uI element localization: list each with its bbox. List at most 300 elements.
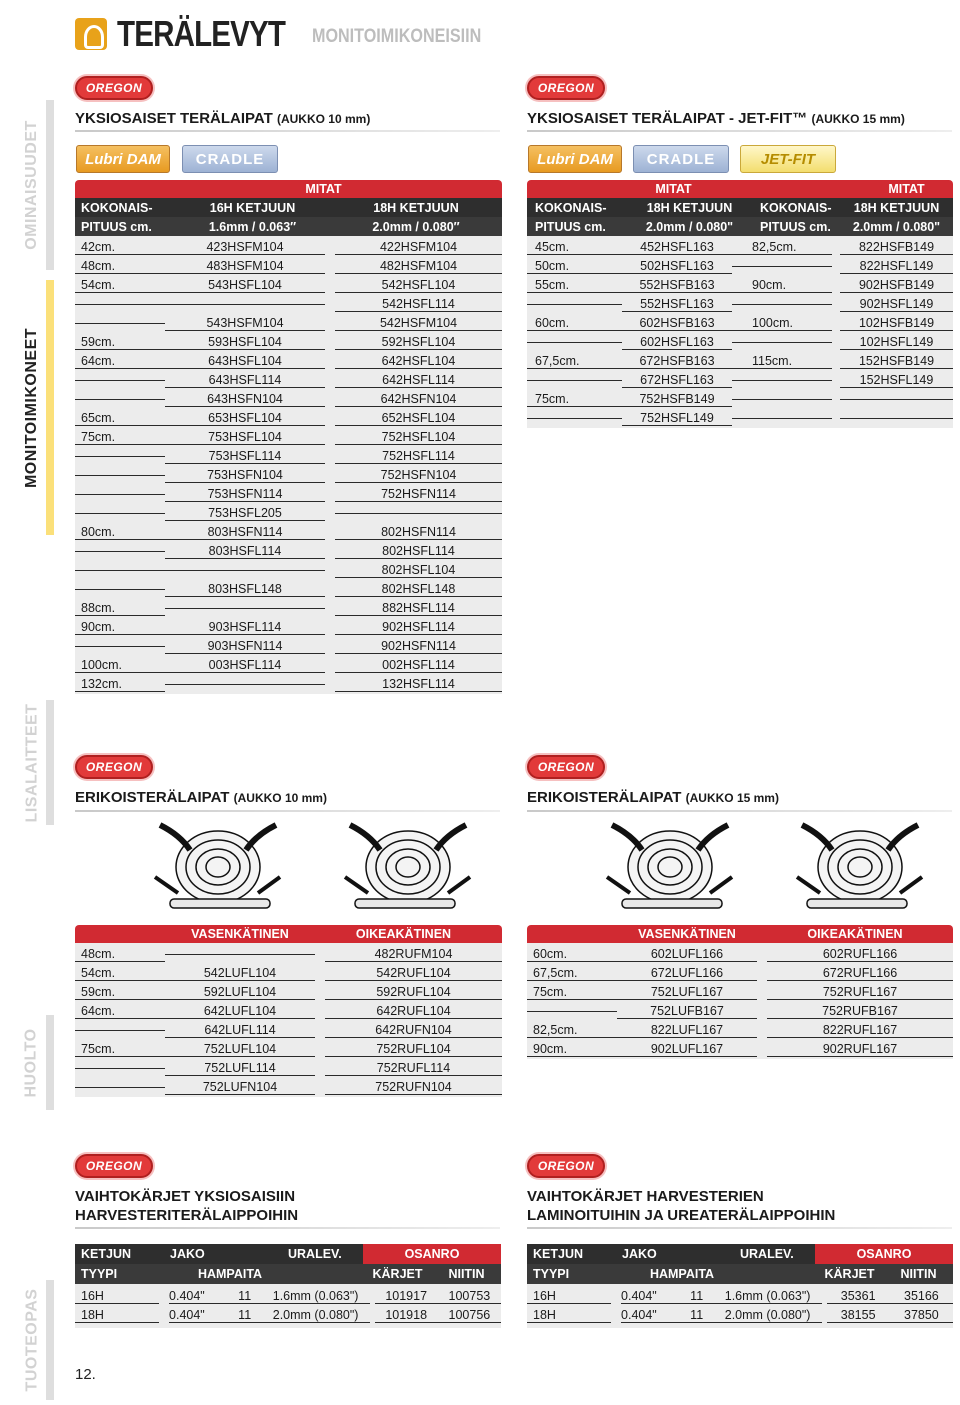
table-row: [75, 371, 502, 390]
table-cell: 115cm.: [732, 354, 832, 369]
section-title: YKSIOSAISET TERÄLAIPAT - JET-FIT™ (AUKKO 15 mm): [527, 110, 905, 127]
oregon-logo: OREGON: [527, 1154, 605, 1178]
table-cell: [732, 418, 832, 419]
table-cell: 672HSFL163: [622, 373, 732, 388]
table-cell: [732, 380, 832, 381]
product-icon: [75, 18, 107, 50]
table-cell: 672LUFL166: [617, 966, 757, 981]
table-row: [527, 352, 953, 371]
table-cell: 152HSFL149: [840, 373, 953, 388]
table-cell: 16H: [527, 1289, 611, 1304]
table-cell: [75, 646, 165, 647]
sidebar-tab-marker: [46, 1015, 54, 1110]
table-cell: 100753: [438, 1289, 501, 1304]
table-cell: 82,5cm.: [527, 1023, 617, 1038]
table-row: [527, 983, 953, 1002]
table-cell: 642HSFL114: [335, 373, 502, 388]
column-header: OIKEAKÄTINEN: [807, 927, 903, 941]
column-header: URALEV.: [288, 1247, 342, 1261]
table-cell: 752RUFN104: [325, 1080, 502, 1095]
column-header: KETJUN: [533, 1247, 584, 1261]
table-cell: 003HSFL114: [165, 658, 325, 673]
table-cell: 11: [690, 1308, 725, 1323]
table-row: [75, 542, 502, 561]
table-cell: 100756: [438, 1308, 501, 1323]
table-cell: 543HSFL104: [165, 278, 325, 293]
table-cell: 90cm.: [527, 1042, 617, 1057]
header-group: MITAT: [888, 182, 925, 196]
section-divider: [75, 1227, 500, 1229]
table-cell: 822RUFL167: [767, 1023, 953, 1038]
table-row: [527, 1040, 953, 1059]
table-cell: 60cm.: [527, 947, 617, 962]
table-cell: 752HSFL114: [335, 449, 502, 464]
section-divider: [527, 810, 952, 812]
table-cell: 602HSFL163: [622, 335, 732, 350]
table-cell: 100cm.: [75, 658, 165, 673]
column-header: 18H KETJUUN: [646, 200, 733, 215]
table-cell: 642HSFN104: [335, 392, 502, 407]
table-row: [75, 1059, 502, 1078]
table-cell: 542HSFL104: [335, 278, 502, 293]
column-header: KOKONAIS-: [81, 200, 153, 215]
table-erikois-15mm: [527, 925, 953, 1059]
table-cell: 902HSFL114: [335, 620, 502, 635]
table-cell: 642RUFL104: [325, 1004, 502, 1019]
lubridam-logo: Lubri DAM: [528, 145, 622, 173]
table-body: [75, 1284, 501, 1328]
sidebar-tab-monitoimikoneet[interactable]: MONITOIMIKONEET: [23, 327, 40, 488]
table-cell: 75cm.: [75, 430, 165, 445]
table-row: [75, 964, 502, 983]
cradle-logo: CRADLE: [633, 145, 729, 173]
table-cell: 88cm.: [75, 601, 165, 616]
table-cell: [75, 1087, 165, 1088]
table-cell: 102HSFL149: [840, 335, 953, 350]
column-header: 2.0mm / 0.080″: [372, 219, 460, 234]
table-cell: [75, 475, 165, 476]
sidebar-tab-tuoteopas[interactable]: TUOTEOPAS: [23, 1288, 40, 1392]
table-cell: [75, 323, 165, 324]
sidebar-tab-lisalaitteet[interactable]: LISALAITTEET: [23, 703, 41, 822]
table-cell: 552HSFL163: [622, 297, 732, 312]
table-cell: 753HSFN104: [165, 468, 325, 483]
table-cell: 903HSFN114: [165, 639, 325, 654]
table-cell: 542HSFM104: [335, 316, 502, 331]
table-cell: 643HSFN104: [165, 392, 325, 407]
table-cell: 35361: [827, 1289, 890, 1304]
table-jetfit-15mm: [527, 180, 953, 428]
table-row: [75, 295, 502, 314]
table-cell: 753HSFL104: [165, 430, 325, 445]
section-title: ERIKOISTERÄLAIPAT (AUKKO 10 mm): [75, 789, 327, 806]
table-cell: [732, 342, 832, 343]
table-cell: [527, 380, 622, 381]
table-cell: [75, 551, 165, 552]
table-row: [75, 485, 502, 504]
table-cell: 423HSFM104: [165, 240, 325, 255]
column-header: VASENKÄTINEN: [191, 927, 289, 941]
section-divider: [75, 130, 500, 132]
table-vaihtokarjet-harvesterien: [527, 1244, 953, 1328]
table-body: [527, 943, 953, 1059]
table-cell: 752HSFN104: [335, 468, 502, 483]
table-cell: 38155: [827, 1308, 890, 1323]
table-row: [527, 1287, 953, 1306]
column-header: URALEV.: [740, 1247, 794, 1261]
column-header: KÄRJET: [372, 1267, 423, 1281]
table-cell: [527, 342, 622, 343]
table-cell: 59cm.: [75, 335, 165, 350]
table-cell: 542RUFL104: [325, 966, 502, 981]
table-cell: 132cm.: [75, 677, 165, 692]
table-cell: [75, 1030, 165, 1031]
table-cell: 602RUFL166: [767, 947, 953, 962]
table-cell: 65cm.: [75, 411, 165, 426]
sidebar-tab-huolto[interactable]: HUOLTO: [23, 1027, 41, 1098]
table-cell: 2.0mm (0.080"): [273, 1308, 370, 1323]
column-header: HAMPAITA: [197, 1267, 263, 1281]
table-cell: 11: [238, 1289, 273, 1304]
table-cell: 002HSFL114: [335, 658, 502, 673]
table-row: [527, 945, 953, 964]
table-row: [75, 276, 502, 295]
table-row: [75, 983, 502, 1002]
column-header: PITUUS cm.: [535, 219, 606, 234]
table-cell: 18H: [527, 1308, 611, 1323]
table-body: [75, 943, 502, 1097]
table-cell: 82,5cm.: [732, 240, 832, 255]
table-cell: [335, 513, 502, 514]
table-row: [75, 1287, 501, 1306]
lubridam-logo: Lubri DAM: [76, 145, 170, 173]
table-cell: 64cm.: [75, 354, 165, 369]
table-cell: 592RUFL104: [325, 985, 502, 1000]
column-header: TYYPI: [81, 1267, 118, 1281]
table-cell: [527, 1011, 617, 1012]
table-row: [75, 1002, 502, 1021]
page-header: [75, 12, 322, 56]
table-cell: 752HSFL149: [622, 411, 732, 426]
table-cell: 902HSFN114: [335, 639, 502, 654]
table-cell: 643HSFL104: [165, 354, 325, 369]
jetfit-logo: JET-FIT: [740, 145, 836, 173]
table-row: [75, 428, 502, 447]
table-cell: 1.6mm (0.063"): [725, 1289, 822, 1304]
column-header: PITUUS cm.: [760, 219, 831, 234]
table-cell: 90cm.: [75, 620, 165, 635]
table-cell: 542LUFL104: [165, 966, 315, 981]
table-row: [75, 561, 502, 580]
table-cell: 822HSFL149: [840, 259, 953, 274]
table-cell: 902HSFL149: [840, 297, 953, 312]
table-cell: [732, 304, 832, 305]
table-row: [75, 333, 502, 352]
table-row: [75, 945, 502, 964]
table-cell: 642LUFL114: [165, 1023, 315, 1038]
section-divider: [75, 810, 500, 812]
table-row: [527, 964, 953, 983]
table-cell: 1.6mm (0.063"): [273, 1289, 370, 1304]
oregon-logo: OREGON: [527, 76, 605, 100]
table-cell: 903HSFL114: [165, 620, 325, 635]
table-row: [75, 637, 502, 656]
table-cell: 902LUFL167: [617, 1042, 757, 1057]
table-cell: 48cm.: [75, 947, 165, 962]
table-row: [75, 238, 502, 257]
section-divider: [527, 130, 952, 132]
table-row: [527, 409, 953, 428]
section-title: ERIKOISTERÄLAIPAT (AUKKO 15 mm): [527, 789, 779, 806]
table-row: [75, 675, 502, 694]
table-cell: 482HSFM104: [335, 259, 502, 274]
oregon-logo: OREGON: [527, 755, 605, 779]
table-cell: 67,5cm.: [527, 354, 622, 369]
table-cell: 100cm.: [732, 316, 832, 331]
table-row: [75, 1040, 502, 1059]
table-cell: 902RUFL167: [767, 1042, 953, 1057]
section-title: VAIHTOKÄRJET HARVESTERIEN LAMINOITUIHIN JA UREATERÄLAIPPOIHIN: [527, 1188, 836, 1224]
oregon-logo: OREGON: [75, 755, 153, 779]
table-cell: 902HSFB149: [840, 278, 953, 293]
table-row: [75, 409, 502, 428]
table-cell: [75, 399, 165, 400]
table-cell: 752HSFL104: [335, 430, 502, 445]
table-cell: 0.404": [621, 1289, 690, 1304]
table-cell: 653HSFL104: [165, 411, 325, 426]
table-cell: 502HSFL163: [622, 259, 732, 274]
section-title: VAIHTOKÄRJET YKSIOSAISIIN HARVESTERITERÄLAIPPOIHIN: [75, 1188, 299, 1224]
table-cell: 802HSFL148: [335, 582, 502, 597]
sidebar-tab-ominaisuudet[interactable]: OMINAISUUDET: [23, 120, 40, 250]
table-yksiosaiset-10mm: [75, 180, 502, 694]
table-cell: [165, 608, 325, 609]
table-cell: 2.0mm (0.080"): [725, 1308, 822, 1323]
header-group: MITAT: [305, 182, 342, 196]
table-row: [527, 1002, 953, 1021]
column-header: JAKO: [622, 1247, 657, 1261]
table-cell: [840, 418, 953, 419]
table-row: [75, 1306, 501, 1325]
section-title: YKSIOSAISET TERÄLAIPAT (AUKKO 10 mm): [75, 110, 371, 127]
table-cell: [165, 684, 325, 685]
table-cell: 67,5cm.: [527, 966, 617, 981]
table-cell: 101918: [375, 1308, 438, 1323]
table-cell: [165, 570, 325, 571]
left-hand-cut-illustration: [150, 815, 285, 915]
table-cell: 752LUFN104: [165, 1080, 315, 1095]
table-cell: 592LUFL104: [165, 985, 315, 1000]
column-header: 1.6mm / 0.063″: [208, 219, 297, 234]
table-cell: 54cm.: [75, 278, 165, 293]
table-cell: 101917: [375, 1289, 438, 1304]
table-body: [75, 236, 502, 694]
table-cell: [75, 570, 165, 571]
table-cell: 16H: [75, 1289, 159, 1304]
table-cell: 642HSFL104: [335, 354, 502, 369]
table-row: [75, 314, 502, 333]
table-cell: 752RUFB167: [767, 1004, 953, 1019]
table-cell: 45cm.: [527, 240, 622, 255]
table-erikois-10mm: [75, 925, 502, 1097]
table-row: [527, 314, 953, 333]
table-cell: 752LUFL104: [165, 1042, 315, 1057]
table-cell: [165, 304, 325, 305]
table-cell: 152HSFB149: [840, 354, 953, 369]
table-cell: [75, 456, 165, 457]
table-cell: 18H: [75, 1308, 159, 1323]
section-divider: [527, 1227, 952, 1229]
header-group: MITAT: [655, 182, 692, 196]
page-number: 12.: [75, 1366, 96, 1383]
column-header: 16H KETJUUN: [209, 200, 296, 215]
table-body: [527, 236, 953, 428]
table-cell: 75cm.: [75, 1042, 165, 1057]
table-cell: 822HSFB149: [840, 240, 953, 255]
table-cell: [732, 399, 832, 400]
table-row: [75, 1078, 502, 1097]
table-cell: 11: [690, 1289, 725, 1304]
table-cell: 752RUFL167: [767, 985, 953, 1000]
table-cell: 59cm.: [75, 985, 165, 1000]
column-header: NIITIN: [448, 1267, 485, 1281]
table-row: [527, 371, 953, 390]
table-row: [527, 1306, 953, 1325]
table-cell: 60cm.: [527, 316, 622, 331]
table-cell: 64cm.: [75, 1004, 165, 1019]
column-header: JAKO: [170, 1247, 205, 1261]
column-header: 18H KETJUUN: [373, 200, 459, 215]
table-cell: 552HSFB163: [622, 278, 732, 293]
column-header: KOKONAIS-: [535, 200, 607, 215]
table-cell: [732, 266, 832, 267]
table-vaihtokarjet-yksiosaiset: [75, 1244, 501, 1328]
table-row: [75, 1021, 502, 1040]
sidebar-tab-marker: [46, 1280, 54, 1400]
column-header: KOKONAIS-: [760, 200, 832, 215]
left-hand-cut-illustration: [602, 815, 737, 915]
table-cell: 752LUFL167: [617, 985, 757, 1000]
table-cell: [75, 380, 165, 381]
table-cell: 75cm.: [527, 985, 617, 1000]
oregon-logo: OREGON: [75, 1154, 153, 1178]
table-cell: 822LUFL167: [617, 1023, 757, 1038]
table-cell: 672RUFL166: [767, 966, 953, 981]
table-cell: 50cm.: [527, 259, 622, 274]
table-cell: 803HSFN114: [165, 525, 325, 540]
page-title: TERÄLEVYT: [117, 13, 286, 54]
table-cell: 543HSFM104: [165, 316, 325, 331]
column-header: TYYPI: [533, 1267, 570, 1281]
table-cell: 35166: [890, 1289, 953, 1304]
table-cell: 422HSFM104: [335, 240, 502, 255]
table-cell: 753HSFL114: [165, 449, 325, 464]
table-cell: [165, 954, 315, 955]
table-cell: 482RUFM104: [325, 947, 502, 962]
table-row: [527, 1021, 953, 1040]
column-header: HAMPAITA: [649, 1267, 715, 1281]
column-header: 18H KETJUUN: [853, 200, 940, 215]
table-cell: 642LUFL104: [165, 1004, 315, 1019]
cradle-logo: CRADLE: [182, 145, 278, 173]
table-cell: 75cm.: [527, 392, 622, 407]
table-row: [75, 257, 502, 276]
table-cell: 752HSFB149: [622, 392, 732, 407]
table-cell: 48cm.: [75, 259, 165, 274]
table-cell: [527, 304, 622, 305]
table-cell: 752LUFB167: [617, 1004, 757, 1019]
table-cell: 803HSFL114: [165, 544, 325, 559]
table-row: [75, 466, 502, 485]
table-row: [75, 656, 502, 675]
table-cell: 802HSFL104: [335, 563, 502, 578]
table-row: [75, 523, 502, 542]
column-header: OSANRO: [815, 1244, 953, 1264]
table-cell: 602LUFL166: [617, 947, 757, 962]
table-cell: 803HSFL148: [165, 582, 325, 597]
table-cell: 132HSFL114: [335, 677, 502, 692]
table-cell: 592HSFL104: [335, 335, 502, 350]
table-cell: 452HSFL163: [622, 240, 732, 255]
table-cell: [840, 399, 953, 400]
table-cell: 652HSFL104: [335, 411, 502, 426]
sidebar-tab-marker: [46, 700, 54, 825]
column-header: PITUUS cm.: [81, 219, 152, 234]
table-row: [75, 504, 502, 523]
table-cell: 80cm.: [75, 525, 165, 540]
oregon-logo: OREGON: [75, 76, 153, 100]
table-cell: 642RUFN104: [325, 1023, 502, 1038]
sidebar: [0, 80, 55, 1400]
table-cell: 752HSFN114: [335, 487, 502, 502]
table-cell: 54cm.: [75, 966, 165, 981]
table-cell: 752LUFL114: [165, 1061, 315, 1076]
sidebar-tab-marker: [46, 100, 54, 270]
sidebar-tab-marker-active: [46, 280, 54, 535]
table-row: [75, 618, 502, 637]
table-cell: 0.404": [169, 1289, 238, 1304]
table-cell: [527, 418, 622, 419]
table-cell: 672HSFB163: [622, 354, 732, 369]
table-row: [527, 238, 953, 257]
table-row: [527, 390, 953, 409]
table-cell: 11: [238, 1308, 273, 1323]
page-subtitle: MONITOIMIKONEISIIN: [312, 26, 482, 47]
table-row: [527, 295, 953, 314]
table-row: [75, 580, 502, 599]
table-cell: 593HSFL104: [165, 335, 325, 350]
table-cell: [75, 494, 165, 495]
table-row: [75, 599, 502, 618]
table-cell: [75, 513, 165, 514]
table-cell: 753HSFN114: [165, 487, 325, 502]
column-header: OSANRO: [363, 1244, 501, 1264]
table-row: [75, 447, 502, 466]
column-header: VASENKÄTINEN: [638, 927, 736, 941]
table-cell: 882HSFL114: [335, 601, 502, 616]
table-cell: 0.404": [621, 1308, 690, 1323]
table-cell: 542HSFL114: [335, 297, 502, 312]
table-row: [75, 390, 502, 409]
column-header: 2.0mm / 0.080": [852, 219, 941, 234]
table-cell: [75, 304, 165, 305]
table-row: [75, 352, 502, 371]
table-cell: [75, 589, 165, 590]
table-row: [527, 276, 953, 295]
table-cell: 802HSFN114: [335, 525, 502, 540]
table-cell: 102HSFB149: [840, 316, 953, 331]
column-header: NIITIN: [900, 1267, 937, 1281]
